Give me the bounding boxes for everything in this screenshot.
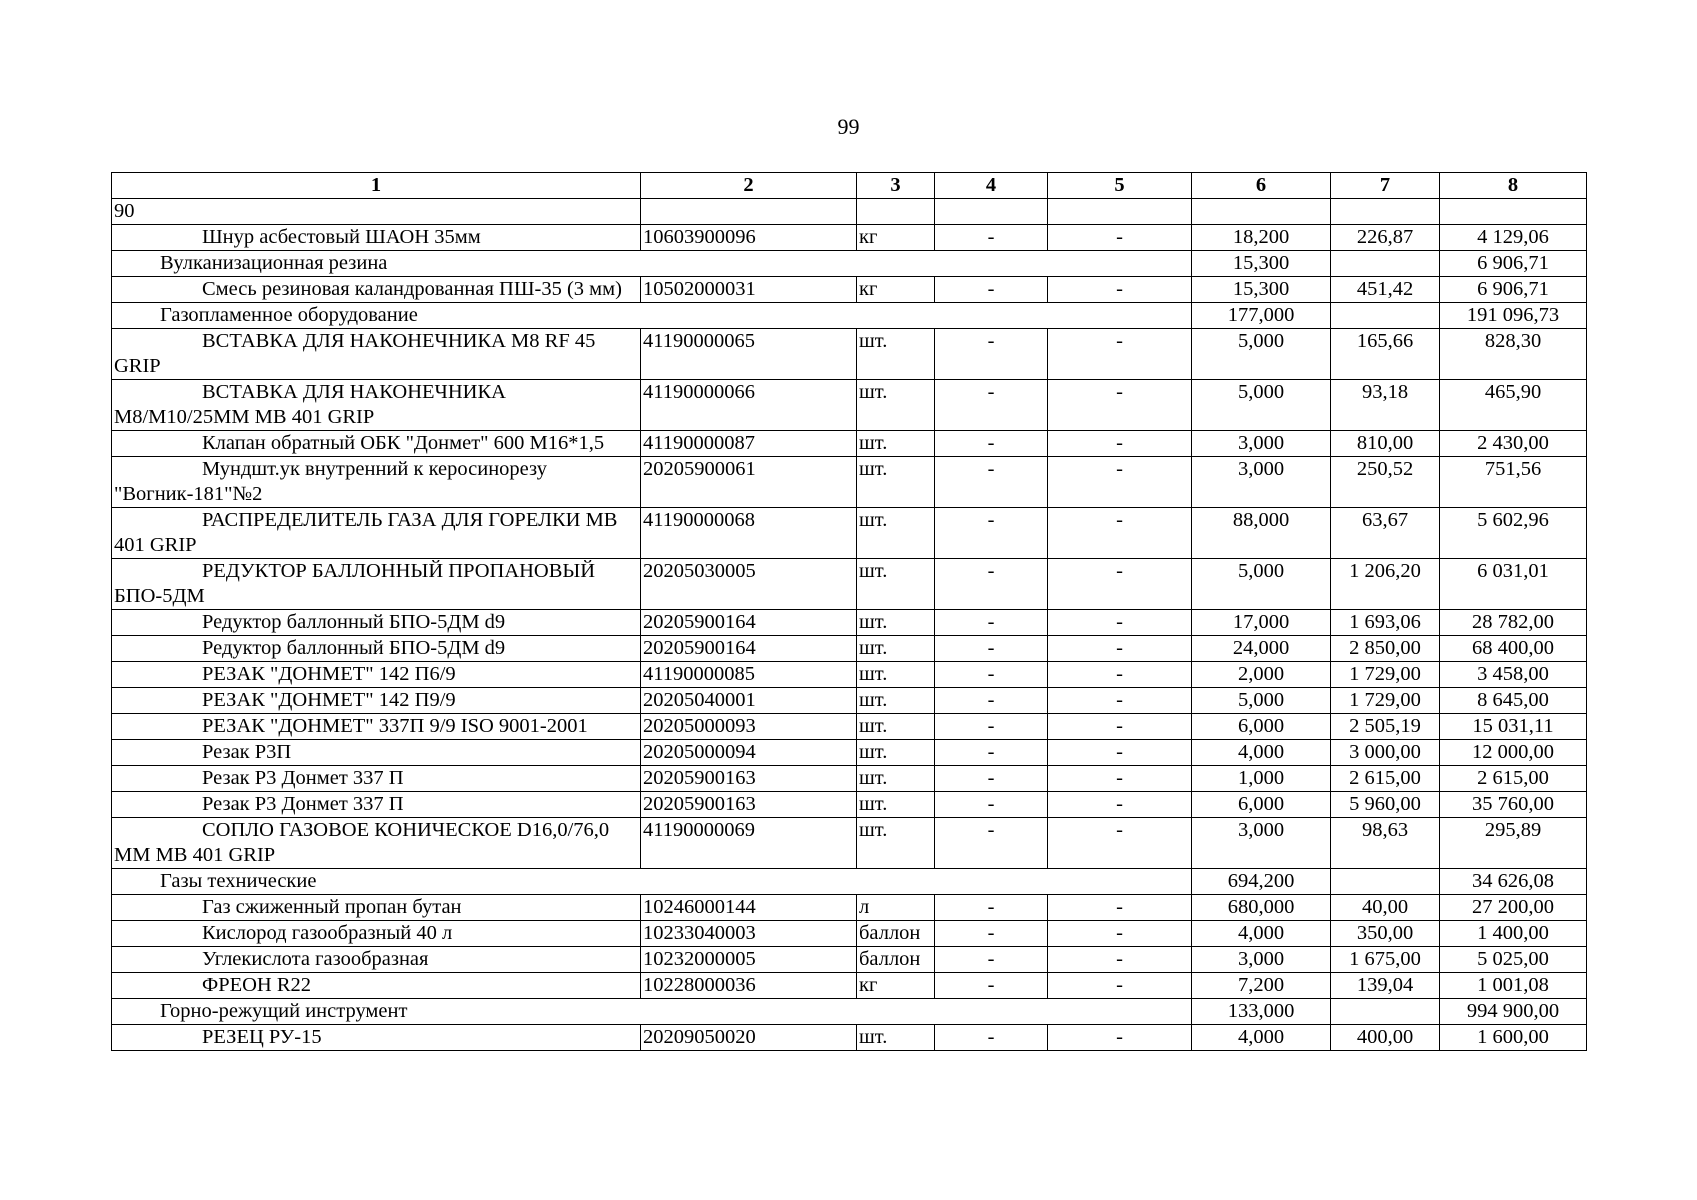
group-price-empty bbox=[1331, 303, 1440, 329]
item-name-cell bbox=[112, 457, 641, 508]
item-qty: 4,000 bbox=[1192, 740, 1331, 766]
table-row bbox=[112, 457, 1587, 508]
item-name: Смесь резиновая каландрованная ПШ-35 (3 мм) bbox=[202, 278, 622, 300]
item-code: 41190000087 bbox=[641, 431, 857, 457]
item-col4: - bbox=[935, 431, 1048, 457]
item-price: 400,00 bbox=[1331, 1025, 1440, 1051]
materials-table bbox=[111, 172, 1587, 1051]
item-name-cell bbox=[112, 277, 641, 303]
item-name-cell bbox=[112, 688, 641, 714]
item-name-cell bbox=[112, 559, 641, 610]
item-name: Резак Р3 Донмет 337 П bbox=[202, 793, 404, 815]
item-name: Клапан обратный ОБК "Донмет" 600 М16*1,5 bbox=[202, 432, 605, 454]
item-unit: шт. bbox=[857, 714, 935, 740]
item-name: Мундшт.ук внутренний к керосинорезу "Вогник-181"№2 bbox=[114, 458, 547, 505]
section-label-row bbox=[112, 199, 1587, 225]
item-price: 250,52 bbox=[1331, 457, 1440, 508]
item-name: Резак Р3П bbox=[202, 741, 292, 763]
item-price: 1 729,00 bbox=[1331, 662, 1440, 688]
item-code: 41190000066 bbox=[641, 380, 857, 431]
item-col5: - bbox=[1048, 508, 1192, 559]
page-number: 99 bbox=[837, 114, 860, 139]
item-code: 20205040001 bbox=[641, 688, 857, 714]
item-col4: - bbox=[935, 225, 1048, 251]
table-row bbox=[112, 688, 1587, 714]
item-col5: - bbox=[1048, 1025, 1192, 1051]
item-unit: кг bbox=[857, 277, 935, 303]
item-name: ВСТАВКА ДЛЯ НАКОНЕЧНИКА M8/M10/25MM MB 401 GRIP bbox=[114, 381, 506, 428]
item-name: РАСПРЕДЕЛИТЕЛЬ ГАЗА ДЛЯ ГОРЕЛКИ MB 401 GRIP bbox=[114, 509, 618, 556]
item-unit: шт. bbox=[857, 688, 935, 714]
item-name: Газ сжиженный пропан бутан bbox=[202, 896, 462, 918]
item-unit: шт. bbox=[857, 740, 935, 766]
column-header: 4 bbox=[935, 173, 1048, 199]
item-sum: 4 129,06 bbox=[1440, 225, 1587, 251]
item-sum: 27 200,00 bbox=[1440, 895, 1587, 921]
item-name: РЕЗАК "ДОНМЕТ" 337П 9/9 ISO 9001-2001 bbox=[202, 715, 588, 737]
table-row bbox=[112, 921, 1587, 947]
item-col5: - bbox=[1048, 818, 1192, 869]
item-name-cell bbox=[112, 431, 641, 457]
group-qty: 15,300 bbox=[1192, 251, 1331, 277]
item-qty: 3,000 bbox=[1192, 818, 1331, 869]
item-unit: шт. bbox=[857, 766, 935, 792]
group-sum: 994 900,00 bbox=[1440, 999, 1587, 1025]
item-name-cell bbox=[112, 947, 641, 973]
item-name: Углекислота газообразная bbox=[202, 948, 429, 970]
item-col4: - bbox=[935, 636, 1048, 662]
item-name: РЕЗАК "ДОНМЕТ" 142 П9/9 bbox=[202, 689, 456, 711]
item-unit: шт. bbox=[857, 508, 935, 559]
item-price: 5 960,00 bbox=[1331, 792, 1440, 818]
item-qty: 4,000 bbox=[1192, 921, 1331, 947]
item-name: Резак Р3 Донмет 337 П bbox=[202, 767, 404, 789]
item-price: 350,00 bbox=[1331, 921, 1440, 947]
item-code: 20205900163 bbox=[641, 792, 857, 818]
column-header: 6 bbox=[1192, 173, 1331, 199]
item-name-cell bbox=[112, 662, 641, 688]
item-code: 10233040003 bbox=[641, 921, 857, 947]
item-sum: 28 782,00 bbox=[1440, 610, 1587, 636]
column-header: 2 bbox=[641, 173, 857, 199]
item-price: 2 505,19 bbox=[1331, 714, 1440, 740]
item-sum: 12 000,00 bbox=[1440, 740, 1587, 766]
item-unit: баллон bbox=[857, 921, 935, 947]
item-sum: 295,89 bbox=[1440, 818, 1587, 869]
item-qty: 6,000 bbox=[1192, 792, 1331, 818]
item-col4: - bbox=[935, 380, 1048, 431]
item-qty: 5,000 bbox=[1192, 559, 1331, 610]
item-code: 20205900061 bbox=[641, 457, 857, 508]
item-sum: 5 602,96 bbox=[1440, 508, 1587, 559]
group-name-cell bbox=[112, 251, 1192, 277]
item-col4: - bbox=[935, 740, 1048, 766]
item-qty: 5,000 bbox=[1192, 380, 1331, 431]
item-name: РЕДУКТОР БАЛЛОННЫЙ ПРОПАНОВЫЙ БПО-5ДМ bbox=[114, 560, 596, 607]
group-row bbox=[112, 869, 1587, 895]
item-col4: - bbox=[935, 818, 1048, 869]
item-col4: - bbox=[935, 766, 1048, 792]
table-row bbox=[112, 277, 1587, 303]
item-sum: 751,56 bbox=[1440, 457, 1587, 508]
item-name-cell bbox=[112, 1025, 641, 1051]
item-name-cell bbox=[112, 792, 641, 818]
item-code: 20205900164 bbox=[641, 636, 857, 662]
item-qty: 88,000 bbox=[1192, 508, 1331, 559]
item-code: 10232000005 bbox=[641, 947, 857, 973]
column-header: 3 bbox=[857, 173, 935, 199]
item-unit: шт. bbox=[857, 662, 935, 688]
item-name: РЕЗЕЦ РУ-15 bbox=[202, 1026, 322, 1048]
column-header: 5 bbox=[1048, 173, 1192, 199]
group-sum: 191 096,73 bbox=[1440, 303, 1587, 329]
item-sum: 68 400,00 bbox=[1440, 636, 1587, 662]
item-code: 20209050020 bbox=[641, 1025, 857, 1051]
group-row bbox=[112, 303, 1587, 329]
item-name-cell bbox=[112, 714, 641, 740]
item-sum: 15 031,11 bbox=[1440, 714, 1587, 740]
item-sum: 8 645,00 bbox=[1440, 688, 1587, 714]
item-price: 2 850,00 bbox=[1331, 636, 1440, 662]
item-price: 1 675,00 bbox=[1331, 947, 1440, 973]
item-col5: - bbox=[1048, 740, 1192, 766]
item-col4: - bbox=[935, 921, 1048, 947]
table-row bbox=[112, 1025, 1587, 1051]
item-col4: - bbox=[935, 947, 1048, 973]
item-name-cell bbox=[112, 329, 641, 380]
item-unit: л bbox=[857, 895, 935, 921]
item-price: 1 729,00 bbox=[1331, 688, 1440, 714]
item-unit: баллон bbox=[857, 947, 935, 973]
item-code: 20205900164 bbox=[641, 610, 857, 636]
group-name-cell bbox=[112, 303, 1192, 329]
table-row bbox=[112, 380, 1587, 431]
item-sum: 1 001,08 bbox=[1440, 973, 1587, 999]
item-code: 10246000144 bbox=[641, 895, 857, 921]
group-name: Газопламенное оборудование bbox=[160, 304, 418, 326]
item-unit: шт. bbox=[857, 380, 935, 431]
item-sum: 3 458,00 bbox=[1440, 662, 1587, 688]
item-col5: - bbox=[1048, 431, 1192, 457]
table-row bbox=[112, 508, 1587, 559]
item-col4: - bbox=[935, 329, 1048, 380]
item-name-cell bbox=[112, 973, 641, 999]
group-qty: 177,000 bbox=[1192, 303, 1331, 329]
item-col5: - bbox=[1048, 457, 1192, 508]
item-unit: шт. bbox=[857, 636, 935, 662]
item-sum: 465,90 bbox=[1440, 380, 1587, 431]
item-col4: - bbox=[935, 277, 1048, 303]
item-col4: - bbox=[935, 973, 1048, 999]
item-col5: - bbox=[1048, 714, 1192, 740]
item-name-cell bbox=[112, 818, 641, 869]
item-col4: - bbox=[935, 895, 1048, 921]
item-unit: шт. bbox=[857, 457, 935, 508]
item-col5: - bbox=[1048, 792, 1192, 818]
item-unit: шт. bbox=[857, 559, 935, 610]
group-price-empty bbox=[1331, 251, 1440, 277]
item-name: СОПЛО ГАЗОВОЕ КОНИЧЕСКОЕ D16,0/76,0 MM MB 401 GRIP bbox=[114, 819, 610, 866]
item-unit: шт. bbox=[857, 610, 935, 636]
table-row bbox=[112, 329, 1587, 380]
table-row bbox=[112, 431, 1587, 457]
column-header: 7 bbox=[1331, 173, 1440, 199]
item-qty: 5,000 bbox=[1192, 329, 1331, 380]
item-name-cell bbox=[112, 380, 641, 431]
table-row bbox=[112, 662, 1587, 688]
group-name-cell bbox=[112, 999, 1192, 1025]
item-col5: - bbox=[1048, 559, 1192, 610]
group-row bbox=[112, 251, 1587, 277]
group-qty: 133,000 bbox=[1192, 999, 1331, 1025]
column-header: 1 bbox=[112, 173, 641, 199]
item-sum: 2 430,00 bbox=[1440, 431, 1587, 457]
item-name-cell bbox=[112, 225, 641, 251]
item-qty: 3,000 bbox=[1192, 431, 1331, 457]
item-price: 98,63 bbox=[1331, 818, 1440, 869]
item-qty: 18,200 bbox=[1192, 225, 1331, 251]
group-price-empty bbox=[1331, 869, 1440, 895]
table-row bbox=[112, 610, 1587, 636]
table-row bbox=[112, 947, 1587, 973]
item-col4: - bbox=[935, 688, 1048, 714]
item-sum: 5 025,00 bbox=[1440, 947, 1587, 973]
item-name-cell bbox=[112, 508, 641, 559]
item-col5: - bbox=[1048, 329, 1192, 380]
item-qty: 7,200 bbox=[1192, 973, 1331, 999]
item-sum: 1 400,00 bbox=[1440, 921, 1587, 947]
item-unit: кг bbox=[857, 225, 935, 251]
item-qty: 3,000 bbox=[1192, 947, 1331, 973]
item-qty: 17,000 bbox=[1192, 610, 1331, 636]
item-code: 20205000093 bbox=[641, 714, 857, 740]
item-price: 451,42 bbox=[1331, 277, 1440, 303]
item-col4: - bbox=[935, 1025, 1048, 1051]
item-col4: - bbox=[935, 662, 1048, 688]
item-code: 10502000031 bbox=[641, 277, 857, 303]
item-code: 41190000068 bbox=[641, 508, 857, 559]
group-name-cell bbox=[112, 869, 1192, 895]
item-name: Редуктор баллонный БПО-5ДМ d9 bbox=[202, 611, 506, 633]
group-qty: 694,200 bbox=[1192, 869, 1331, 895]
section-label: 90 bbox=[112, 199, 641, 225]
item-qty: 6,000 bbox=[1192, 714, 1331, 740]
item-sum: 2 615,00 bbox=[1440, 766, 1587, 792]
item-col5: - bbox=[1048, 947, 1192, 973]
table-row bbox=[112, 225, 1587, 251]
item-col5: - bbox=[1048, 610, 1192, 636]
table-row bbox=[112, 973, 1587, 999]
item-sum: 6 906,71 bbox=[1440, 277, 1587, 303]
item-name-cell bbox=[112, 766, 641, 792]
item-name: Кислород газообразный 40 л bbox=[202, 922, 453, 944]
item-sum: 828,30 bbox=[1440, 329, 1587, 380]
group-name: Газы технические bbox=[160, 870, 317, 892]
item-col4: - bbox=[935, 508, 1048, 559]
item-col5: - bbox=[1048, 380, 1192, 431]
item-qty: 5,000 bbox=[1192, 688, 1331, 714]
table-row bbox=[112, 895, 1587, 921]
item-name-cell bbox=[112, 895, 641, 921]
item-code: 41190000069 bbox=[641, 818, 857, 869]
table-body bbox=[112, 199, 1587, 1051]
item-unit: шт. bbox=[857, 818, 935, 869]
item-price: 226,87 bbox=[1331, 225, 1440, 251]
item-code: 41190000065 bbox=[641, 329, 857, 380]
item-col4: - bbox=[935, 610, 1048, 636]
table-row bbox=[112, 714, 1587, 740]
table-row bbox=[112, 792, 1587, 818]
item-col4: - bbox=[935, 792, 1048, 818]
item-qty: 24,000 bbox=[1192, 636, 1331, 662]
item-price: 2 615,00 bbox=[1331, 766, 1440, 792]
item-unit: шт. bbox=[857, 431, 935, 457]
group-sum: 34 626,08 bbox=[1440, 869, 1587, 895]
item-qty: 15,300 bbox=[1192, 277, 1331, 303]
item-unit: шт. bbox=[857, 792, 935, 818]
item-col5: - bbox=[1048, 921, 1192, 947]
item-col5: - bbox=[1048, 662, 1192, 688]
item-col5: - bbox=[1048, 277, 1192, 303]
item-price: 93,18 bbox=[1331, 380, 1440, 431]
item-qty: 680,000 bbox=[1192, 895, 1331, 921]
item-col5: - bbox=[1048, 636, 1192, 662]
item-unit: шт. bbox=[857, 329, 935, 380]
item-code: 10603900096 bbox=[641, 225, 857, 251]
header-row bbox=[112, 173, 1587, 199]
item-name-cell bbox=[112, 610, 641, 636]
item-name: ФРЕОН R22 bbox=[202, 974, 312, 996]
item-price: 1 693,06 bbox=[1331, 610, 1440, 636]
item-sum: 1 600,00 bbox=[1440, 1025, 1587, 1051]
item-price: 40,00 bbox=[1331, 895, 1440, 921]
item-price: 3 000,00 bbox=[1331, 740, 1440, 766]
item-col4: - bbox=[935, 457, 1048, 508]
item-price: 63,67 bbox=[1331, 508, 1440, 559]
item-code: 10228000036 bbox=[641, 973, 857, 999]
group-price-empty bbox=[1331, 999, 1440, 1025]
item-name: Шнур асбестовый ШАОН 35мм bbox=[202, 226, 481, 248]
item-unit: шт. bbox=[857, 1025, 935, 1051]
item-name-cell bbox=[112, 636, 641, 662]
item-name: ВСТАВКА ДЛЯ НАКОНЕЧНИКА M8 RF 45 GRIP bbox=[114, 330, 596, 377]
table-row bbox=[112, 636, 1587, 662]
item-code: 41190000085 bbox=[641, 662, 857, 688]
item-name-cell bbox=[112, 921, 641, 947]
item-col5: - bbox=[1048, 688, 1192, 714]
item-sum: 35 760,00 bbox=[1440, 792, 1587, 818]
table-header bbox=[112, 173, 1587, 199]
group-sum: 6 906,71 bbox=[1440, 251, 1587, 277]
item-col4: - bbox=[935, 714, 1048, 740]
item-col5: - bbox=[1048, 895, 1192, 921]
item-price: 810,00 bbox=[1331, 431, 1440, 457]
item-qty: 1,000 bbox=[1192, 766, 1331, 792]
table-row bbox=[112, 818, 1587, 869]
item-unit: кг bbox=[857, 973, 935, 999]
item-name-cell bbox=[112, 740, 641, 766]
item-col4: - bbox=[935, 559, 1048, 610]
item-qty: 2,000 bbox=[1192, 662, 1331, 688]
item-qty: 4,000 bbox=[1192, 1025, 1331, 1051]
group-row bbox=[112, 999, 1587, 1025]
table-row bbox=[112, 740, 1587, 766]
group-name: Вулканизационная резина bbox=[160, 252, 388, 274]
item-code: 20205030005 bbox=[641, 559, 857, 610]
column-header: 8 bbox=[1440, 173, 1587, 199]
table-row bbox=[112, 766, 1587, 792]
item-col5: - bbox=[1048, 766, 1192, 792]
item-code: 20205000094 bbox=[641, 740, 857, 766]
item-col5: - bbox=[1048, 973, 1192, 999]
item-col5: - bbox=[1048, 225, 1192, 251]
item-price: 165,66 bbox=[1331, 329, 1440, 380]
item-qty: 3,000 bbox=[1192, 457, 1331, 508]
item-code: 20205900163 bbox=[641, 766, 857, 792]
item-name: Редуктор баллонный БПО-5ДМ d9 bbox=[202, 637, 506, 659]
group-name: Горно-режущий инструмент bbox=[160, 1000, 408, 1022]
item-price: 1 206,20 bbox=[1331, 559, 1440, 610]
item-sum: 6 031,01 bbox=[1440, 559, 1587, 610]
table-row bbox=[112, 559, 1587, 610]
item-price: 139,04 bbox=[1331, 973, 1440, 999]
item-name: РЕЗАК "ДОНМЕТ" 142 П6/9 bbox=[202, 663, 456, 685]
